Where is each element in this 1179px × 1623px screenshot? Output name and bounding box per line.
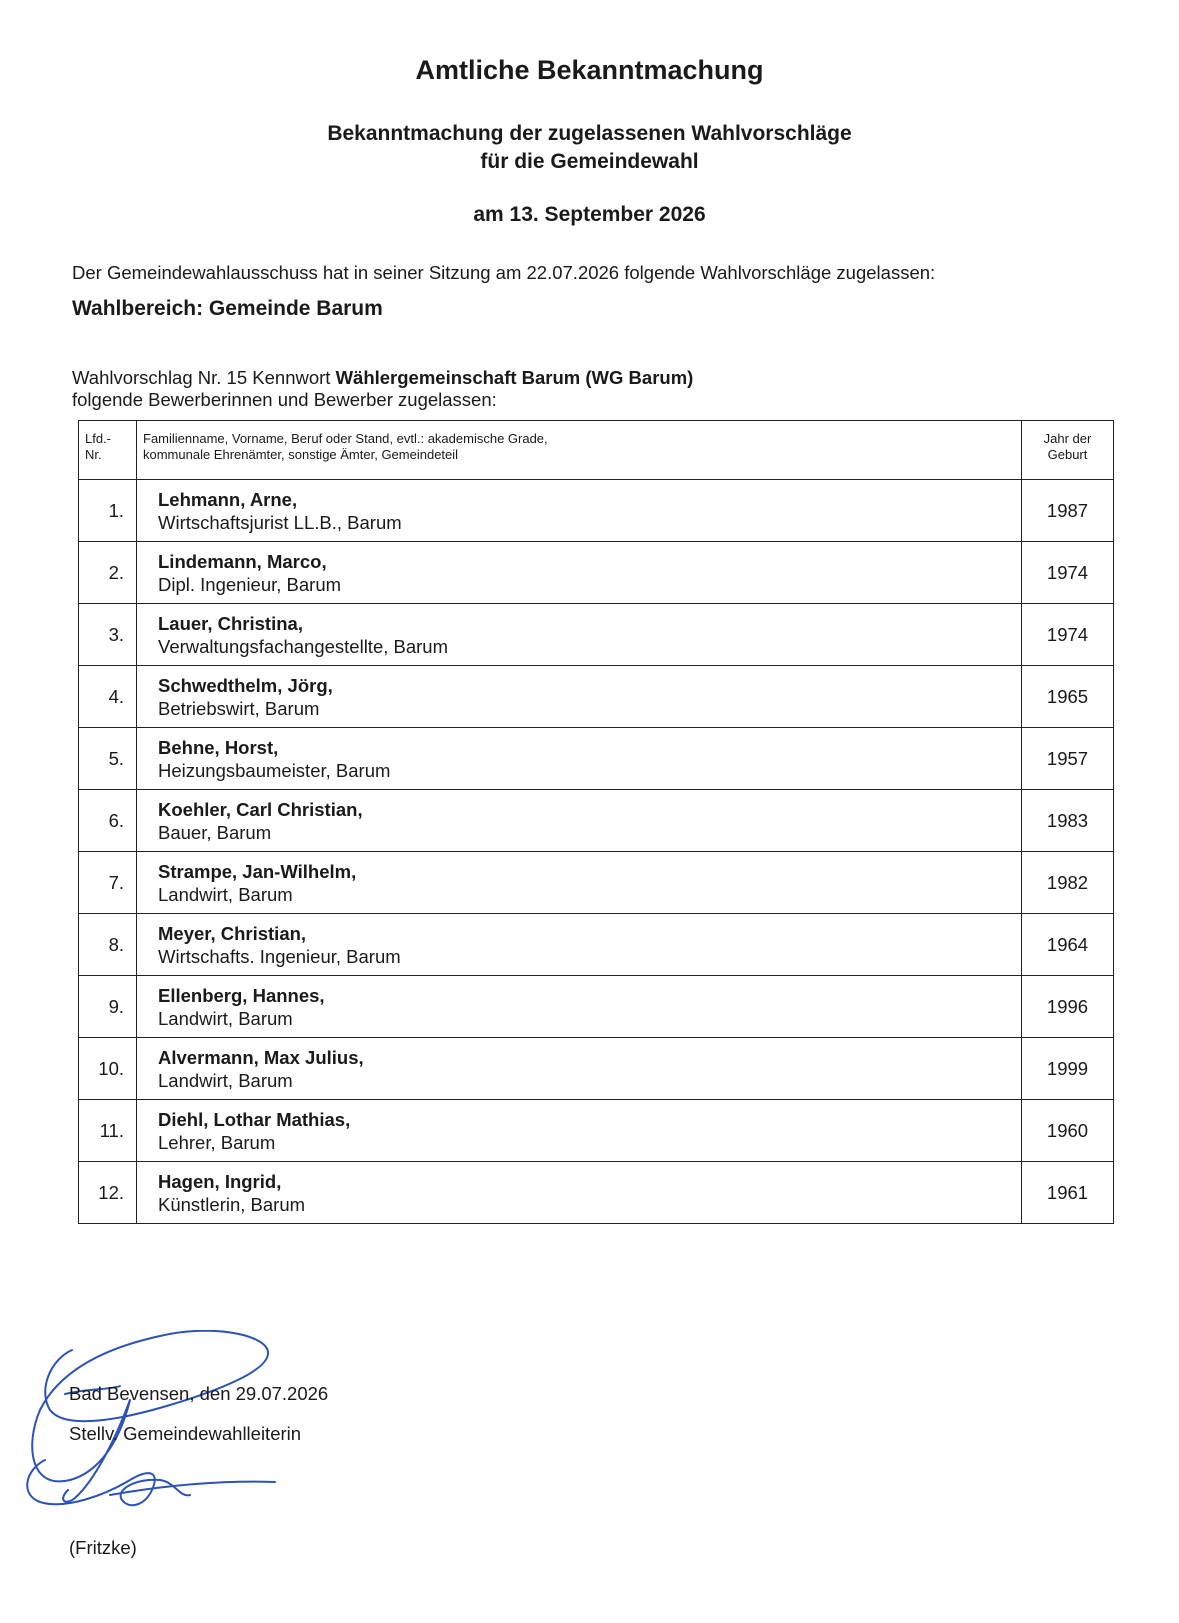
candidate-details — [137, 542, 1022, 604]
column-header-person-line-1: Familienname, Vorname, Beruf oder Stand, evtl.: akademische Grade, — [143, 431, 548, 446]
candidate-birth-year: 1964 — [1022, 914, 1114, 976]
candidate-details — [137, 1100, 1022, 1162]
candidate-birth-year: 1957 — [1022, 728, 1114, 790]
election-area: Wahlbereich: Gemeinde Barum — [72, 297, 383, 320]
table-row — [79, 728, 1114, 790]
candidate-number: 3. — [79, 604, 137, 666]
table-row — [79, 1038, 1114, 1100]
candidate-number: 6. — [79, 790, 137, 852]
candidate-birth-year: 1987 — [1022, 480, 1114, 542]
candidate-birth-year: 1965 — [1022, 666, 1114, 728]
candidate-details — [137, 480, 1022, 542]
column-header-year-line-2: Geburt — [1047, 447, 1088, 462]
candidate-profession: Künstlerin, Barum — [158, 1193, 306, 1215]
subtitle-line-1: Bekanntmachung der zugelassenen Wahlvorschläge — [327, 122, 852, 145]
proposal-line-2: folgende Bewerberinnen und Bewerber zugelassen: — [72, 389, 497, 410]
table-row — [79, 480, 1114, 542]
candidate-name: Schwedthelm, Jörg, — [158, 674, 333, 696]
table-row — [79, 852, 1114, 914]
candidate-birth-year: 1961 — [1022, 1162, 1114, 1224]
candidate-details — [137, 790, 1022, 852]
table-row — [79, 914, 1114, 976]
column-header-person-line-2: kommunale Ehrenämter, sonstige Ämter, Gemeindeteil — [143, 447, 459, 462]
candidate-birth-year: 1982 — [1022, 852, 1114, 914]
candidate-details — [137, 604, 1022, 666]
candidate-profession: Dipl. Ingenieur, Barum — [158, 573, 342, 595]
candidate-name: Meyer, Christian, — [158, 922, 307, 944]
proposal-prefix: Wahlvorschlag Nr. 15 Kennwort — [72, 367, 336, 388]
document-subtitle — [0, 120, 1179, 176]
signer-name: (Fritzke) — [69, 1537, 137, 1558]
place-and-date: Bad Bevensen, den 29.07.2026 — [69, 1383, 329, 1404]
column-header-number — [79, 421, 137, 480]
column-header-year — [1022, 421, 1114, 480]
document-title: Amtliche Bekanntmachung — [415, 55, 764, 85]
candidate-birth-year: 1960 — [1022, 1100, 1114, 1162]
table-row — [79, 1100, 1114, 1162]
candidate-profession: Wirtschaftsjurist LL.B., Barum — [158, 511, 402, 533]
candidate-name: Lehmann, Arne, — [158, 488, 298, 510]
candidate-number: 2. — [79, 542, 137, 604]
candidate-name: Hagen, Ingrid, — [158, 1170, 282, 1192]
table-row — [79, 604, 1114, 666]
candidate-birth-year: 1996 — [1022, 976, 1114, 1038]
candidate-birth-year: 1983 — [1022, 790, 1114, 852]
candidate-number: 7. — [79, 852, 137, 914]
candidate-name: Alvermann, Max Julius, — [158, 1046, 364, 1068]
candidate-details — [137, 728, 1022, 790]
candidate-details — [137, 1162, 1022, 1224]
candidate-rows — [79, 480, 1114, 1224]
candidate-details — [137, 666, 1022, 728]
candidate-name: Lauer, Christina, — [158, 612, 303, 634]
table-row — [79, 976, 1114, 1038]
signer-role: Stellv. Gemeindewahlleiterin — [69, 1423, 302, 1444]
candidate-number: 12. — [79, 1162, 137, 1224]
candidate-number: 1. — [79, 480, 137, 542]
candidate-number: 8. — [79, 914, 137, 976]
candidate-details — [137, 976, 1022, 1038]
candidate-name: Diehl, Lothar Mathias, — [158, 1108, 351, 1130]
candidates-table — [78, 420, 1114, 1224]
candidate-profession: Landwirt, Barum — [158, 1007, 293, 1029]
table-row — [79, 1162, 1114, 1224]
table-row — [79, 666, 1114, 728]
candidate-profession: Heizungsbaumeister, Barum — [158, 759, 391, 781]
candidate-number: 9. — [79, 976, 137, 1038]
candidate-number: 5. — [79, 728, 137, 790]
candidate-profession: Betriebswirt, Barum — [158, 697, 320, 719]
candidate-details — [137, 914, 1022, 976]
candidate-profession: Landwirt, Barum — [158, 1069, 293, 1091]
candidate-number: 4. — [79, 666, 137, 728]
proposal-info — [72, 367, 693, 411]
candidate-name: Koehler, Carl Christian, — [158, 798, 363, 820]
column-header-year-line-1: Jahr der — [1043, 431, 1092, 446]
column-header-number-line-1: Lfd.- — [85, 431, 112, 446]
candidate-birth-year: 1974 — [1022, 604, 1114, 666]
candidate-name: Behne, Horst, — [158, 736, 279, 758]
election-date: am 13. September 2026 — [473, 203, 706, 226]
candidate-number: 10. — [79, 1038, 137, 1100]
candidate-profession: Landwirt, Barum — [158, 883, 293, 905]
candidate-name: Lindemann, Marco, — [158, 550, 327, 572]
candidate-birth-year: 1999 — [1022, 1038, 1114, 1100]
candidate-name: Ellenberg, Hannes, — [158, 984, 325, 1006]
proposal-keyword: Wählergemeinschaft Barum (WG Barum) — [335, 367, 694, 388]
table-header-row — [79, 421, 1114, 480]
candidate-birth-year: 1974 — [1022, 542, 1114, 604]
column-header-person — [137, 421, 1022, 480]
candidate-name: Strampe, Jan-Wilhelm, — [158, 860, 357, 882]
candidate-profession: Bauer, Barum — [158, 821, 272, 843]
table-row — [79, 790, 1114, 852]
subtitle-line-2: für die Gemeindewahl — [480, 150, 699, 173]
candidate-profession: Wirtschafts. Ingenieur, Barum — [158, 945, 401, 967]
candidate-number: 11. — [79, 1100, 137, 1162]
table-row — [79, 542, 1114, 604]
column-header-number-line-2: Nr. — [85, 447, 102, 462]
candidate-details — [137, 852, 1022, 914]
candidate-profession: Verwaltungsfachangestellte, Barum — [158, 635, 449, 657]
intro-text: Der Gemeindewahlausschuss hat in seiner Sitzung am 22.07.2026 folgende Wahlvorschläge zugelassen: — [72, 262, 936, 283]
candidate-profession: Lehrer, Barum — [158, 1131, 276, 1153]
candidate-details — [137, 1038, 1022, 1100]
